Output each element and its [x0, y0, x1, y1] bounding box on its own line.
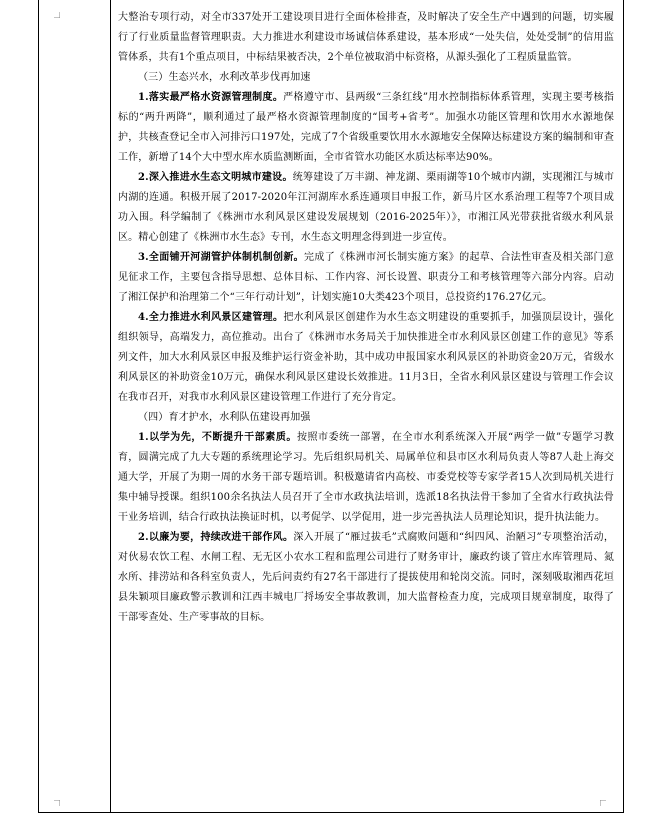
- item-2: [118, 168, 614, 248]
- item-3-body: 完成了《株洲市河长制实施方案》的起草、合法性审查及相关部门意见征求工作，主要包含指导思想、总体目标、工作内容、河长设置、职责分工和考核管理等六部分内容。启动了湘江保护和治理第二个“三年行动计划”，计划实施10大类423个项目，总投资约176.27亿元。: [118, 252, 614, 303]
- item-4-title: 4.全力推进水利风景区建管理。: [138, 312, 284, 323]
- talent-item-1-title: 1.以学为先，不断提升干部素质。: [138, 432, 297, 443]
- paragraph-intro: 大整治专项行动，对全市337处开工建设项目进行全面体检排查，及时解决了安全生产中遇到的问题，切实履行了行业质量监督管理职责。大力推进水利建设市场诚信体系建设，基本形成“一处失信，处处受制”的信用监管体系，共有1个重点项目，中标结果被否决，2个单位被取消中标资格，从源头强化了工程质量监管。: [118, 12, 614, 63]
- item-1-body: 严格遵守市、县两级“三条红线”用水控制指标体系管理，实现主要考核指标的“两升两降”，顺利通过了最严格水资源管理制度的“国考+省考”。加强水功能区管理和饮用水水源地保护，共核查登记全市入河排污口197处，完成了7个省级重要饮用水水源地安全保障达标建设方案的编制和审查工作，新增了14个大中型水库水质监测断面，全市省管水功能区水质达标率达90%。: [118, 92, 614, 163]
- item-1: [118, 88, 614, 168]
- section-heading-3: （三）生态兴水，水利改革步伐再加速: [138, 72, 311, 83]
- item-2-title: 2.深入推进水生态文明城市建设。: [138, 172, 293, 183]
- crop-mark-bottom-right: [600, 800, 606, 806]
- item-4-body: 把水利风景区创建作为水生态文明建设的重要抓手，加强顶层设计，强化组织领导，高端发力，高位推动。出台了《株洲市水务局关于加快推进全市水利风景区创建工作的意见》等系列文件，加大水利风景区申报及维护运行资金补助，其中成功申报国家水利风景区的补助资金20万元，省级水利风景区的补助资金10万元，确保水利风景区建设长效推进。11月3日，全省水利风景区建设与管理工作会议在我市召开，对我市水利风景区建设管理工作进行了充分肯定。: [118, 312, 614, 403]
- item-3-title: 3.全面铺开河湖管护体制机制创新。: [138, 252, 305, 263]
- document-body: [118, 8, 614, 628]
- item-3: [118, 248, 614, 308]
- talent-item-1-body: 按照市委统一部署，在全市水利系统深入开展“两学一做”专题学习教育，圆满完成了九大专题的系统理论学习。先后组织局机关、局属单位和县市区水利局负责人等87人赴上海交通大学，开展了为期一周的水务干部专题培训。积极邀请省内高校、市委党校等专家学者15人次到局机关进行集中辅导授课。组织100余名执法人员召开了全市水政执法培训，选派18名执法骨干参加了全省水行政执法骨干业务培训，结合行政执法换证时机，以考促学、以学促用，进一步完善执法人员理论知识，提升执法能力。: [118, 432, 614, 523]
- section-heading-4: （四）育才护水，水利队伍建设再加强: [138, 412, 311, 423]
- item-2-body: 统筹建设了万丰湖、神龙湖、栗雨湖等10个城市内湖，实现湘江与城市内湖的连通。积极开展了2017-2020年江河湖库水系连通项目申报工作，新马片区水系治理工程等7个项目成功入围。科学编制了《株洲市水利风景区建设发展规划（2016-2025年）》，市湘江风光带获批省级水利风景区。精心创建了《株洲市水生态》专刊，水生态文明理念得到进一步宣传。: [118, 172, 614, 243]
- item-4: [118, 308, 614, 408]
- talent-item-2-body: 深入开展了“雁过拔毛”式腐败问题和“纠四风、治陋习”专项整治活动，对伙易农饮工程、水闸工程、无无区小农水工程和监理公司进行了财务审计，廉政约谈了管庄水库管理局、氮水所、排涝站和各科室负责人，先后问责约有27名干部进行了提拔使用和轮岗交流。同时，深刻吸取湘西花垣县朱颖项目廉政警示教训和江西丰城电厂捋场安全事故教训，加大监督检查力度，完成项目规章制度，取得了干部零查处、生产零事故的目标。: [118, 532, 614, 623]
- crop-mark-bottom-left: [54, 800, 60, 806]
- crop-mark-top-left: [54, 12, 60, 18]
- talent-item-2: [118, 528, 614, 628]
- talent-item-2-title: 2.以廉为要，持续改进干部作风。: [138, 532, 294, 543]
- column-divider: [110, 0, 111, 812]
- item-1-title: 1.落实最严格水资源管理制度。: [138, 92, 284, 103]
- talent-item-1: [118, 428, 614, 528]
